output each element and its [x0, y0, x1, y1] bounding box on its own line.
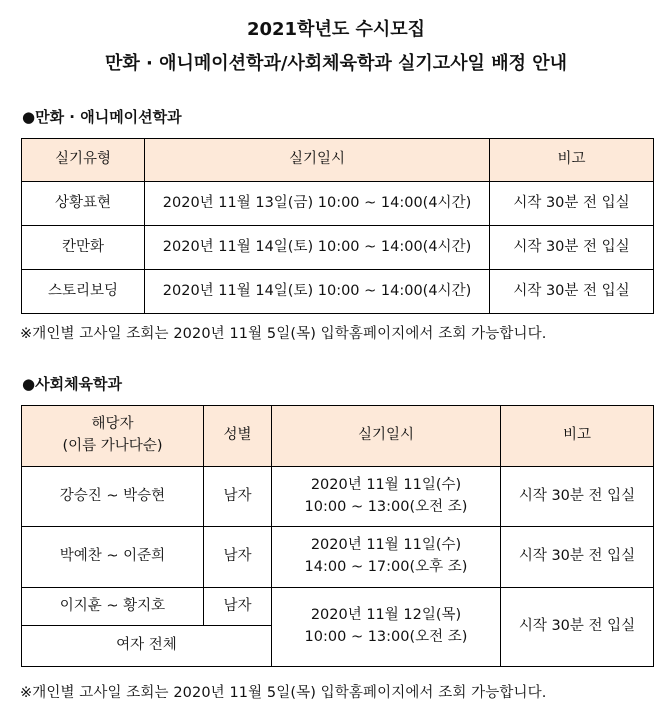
column-header: 해당자 (이름 가나다순)	[22, 406, 204, 467]
table-row	[22, 527, 654, 588]
table-cell: 2020년 11월 11일(수) 10:00 ~ 13:00(오전 조)	[272, 467, 501, 527]
table-cell: 2020년 11월 11일(수) 14:00 ~ 17:00(오후 조)	[272, 527, 501, 588]
table-cell: 시작 30분 전 입실	[490, 182, 654, 226]
table-cell: 시작 30분 전 입실	[501, 527, 654, 588]
table-cell: 상황표현	[22, 182, 145, 226]
table-row	[22, 467, 654, 527]
sports-schedule-table	[21, 405, 654, 667]
table-row	[22, 182, 654, 226]
table-cell: 2020년 11월 14일(토) 10:00 ~ 14:00(4시간)	[145, 270, 490, 314]
table-cell: 이지훈 ~ 황지호	[22, 588, 204, 626]
table-row	[22, 226, 654, 270]
animation-schedule-table	[21, 138, 654, 314]
section-heading-sports: ●사회체육학과	[22, 375, 123, 393]
column-header: 실기일시	[145, 139, 490, 182]
table-row	[22, 588, 654, 626]
table-cell: 시작 30분 전 입실	[501, 467, 654, 527]
table-cell: 2020년 11월 12일(목) 10:00 ~ 13:00(오전 조)	[272, 588, 501, 667]
table-header-row	[22, 139, 654, 182]
table-header-row	[22, 406, 654, 467]
table-cell: 남자	[204, 588, 272, 626]
page-subtitle: 만화 · 애니메이션학과/사회체육학과 실기고사일 배정 안내	[104, 53, 568, 74]
section-heading-animation: ●만화 · 애니메이션학과	[22, 108, 182, 126]
table-cell: 시작 30분 전 입실	[490, 226, 654, 270]
column-header: 실기유형	[22, 139, 145, 182]
table-cell: 여자 전체	[22, 626, 272, 667]
table-cell: 스토리보딩	[22, 270, 145, 314]
page-title: 2021학년도 수시모집	[246, 19, 426, 40]
table-cell: 2020년 11월 13일(금) 10:00 ~ 14:00(4시간)	[145, 182, 490, 226]
table-cell: 박예찬 ~ 이준희	[22, 527, 204, 588]
table-cell: 남자	[204, 527, 272, 588]
table-cell: 시작 30분 전 입실	[490, 270, 654, 314]
table-cell: 2020년 11월 14일(토) 10:00 ~ 14:00(4시간)	[145, 226, 490, 270]
inquiry-note: ※개인별 고사일 조회는 2020년 11월 5일(목) 입학홈페이지에서 조회 가능합니다.	[20, 685, 547, 701]
column-header: 비고	[501, 406, 654, 467]
column-header: 비고	[490, 139, 654, 182]
inquiry-note: ※개인별 고사일 조회는 2020년 11월 5일(목) 입학홈페이지에서 조회 가능합니다.	[20, 326, 547, 342]
column-header: 성별	[204, 406, 272, 467]
table-cell: 강승진 ~ 박승현	[22, 467, 204, 527]
column-header: 실기일시	[272, 406, 501, 467]
table-cell: 시작 30분 전 입실	[501, 588, 654, 667]
table-cell: 칸만화	[22, 226, 145, 270]
table-cell: 남자	[204, 467, 272, 527]
table-row	[22, 270, 654, 314]
